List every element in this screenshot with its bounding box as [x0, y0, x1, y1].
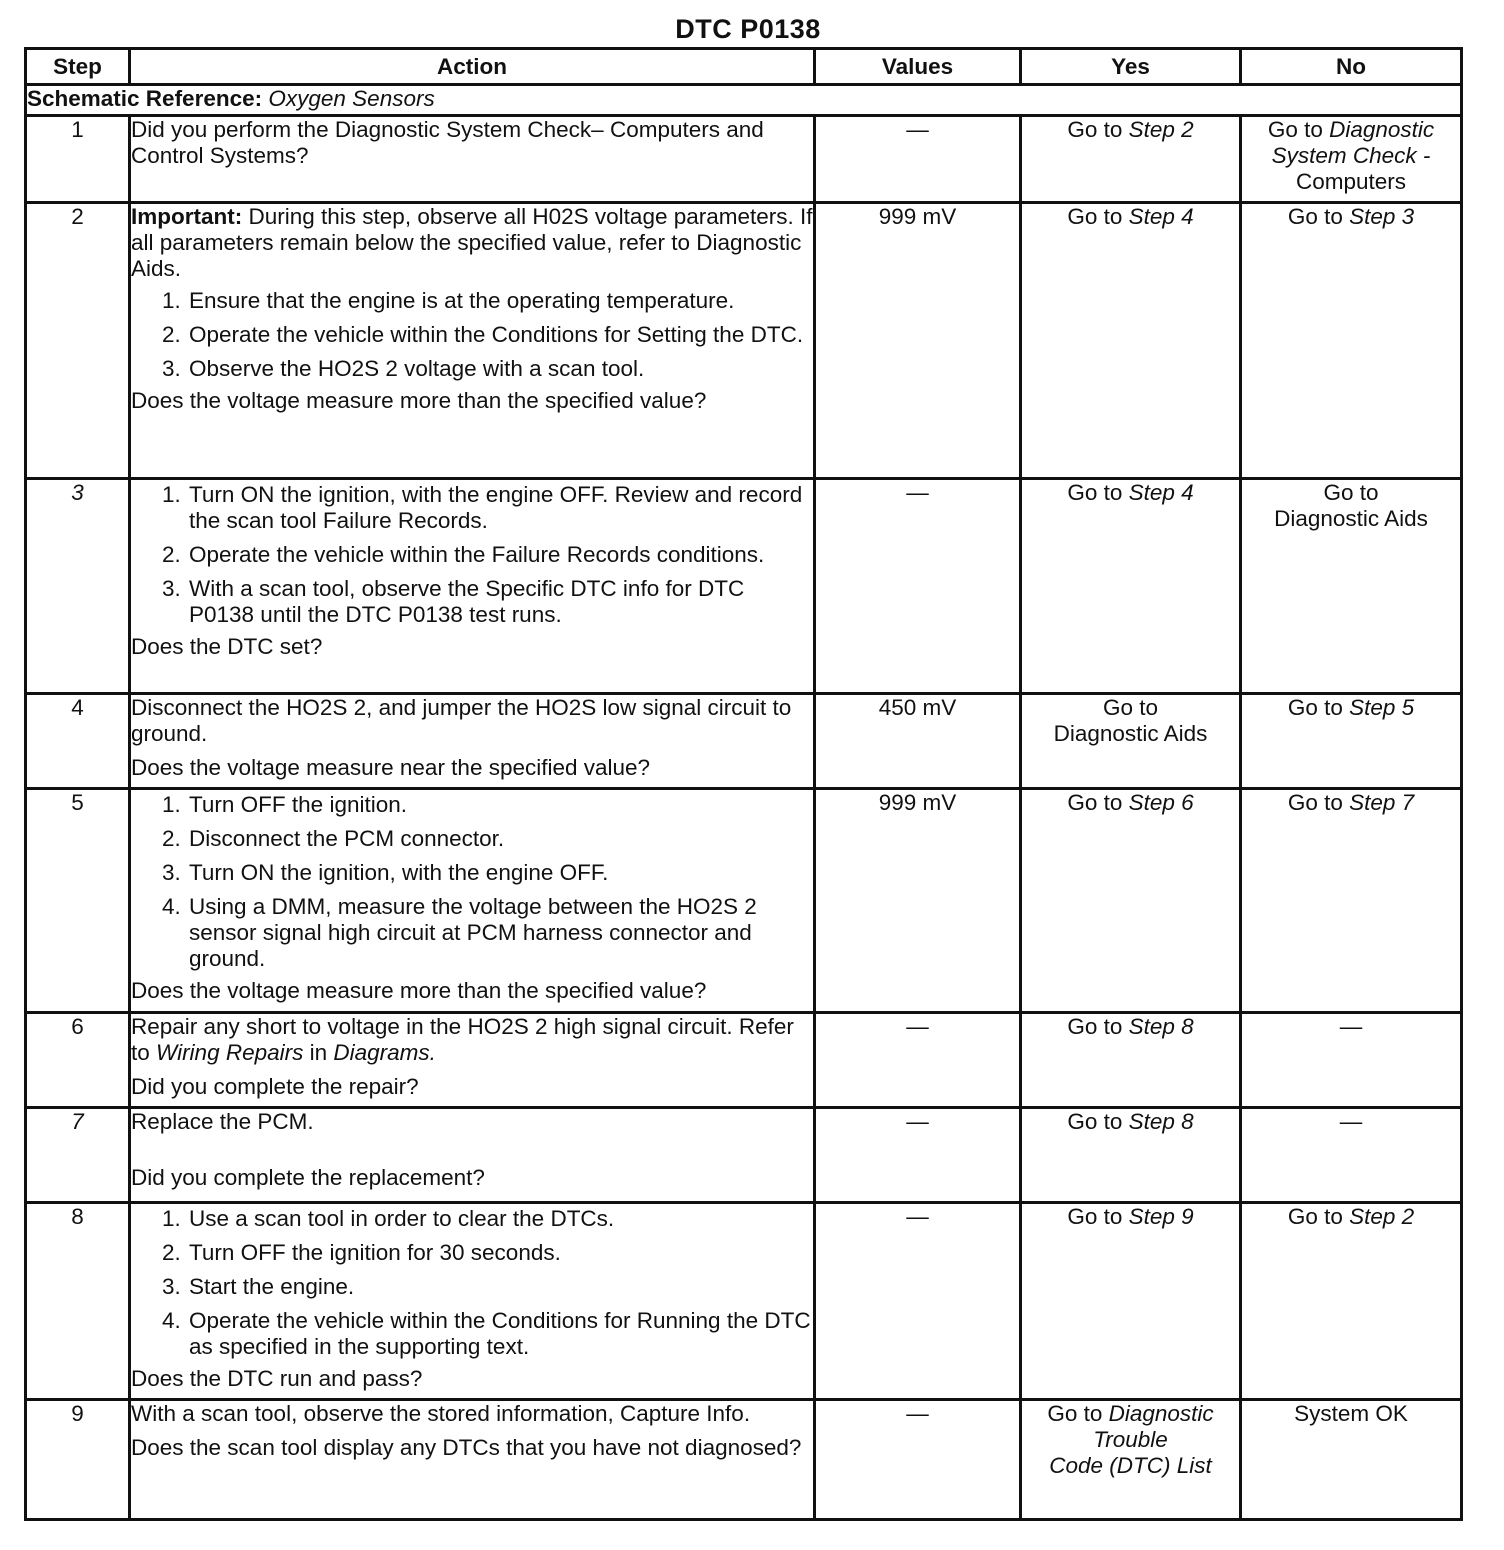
- list-item: 2. Operate the vehicle within the Failure Records conditions.: [187, 542, 813, 568]
- yes-cell: [1021, 203, 1241, 479]
- no-step-link: Step 2: [1349, 1204, 1415, 1229]
- schematic-row: [26, 85, 1462, 116]
- value-cell: —: [815, 1108, 1021, 1203]
- yes-step-link: Step 4: [1128, 204, 1194, 229]
- yes-prefix: Go to: [1067, 480, 1129, 505]
- table-row: [26, 694, 1462, 789]
- question-text: Does the voltage measure more than the specified value?: [131, 978, 707, 1003]
- step-number: 1: [26, 116, 130, 203]
- wiring-repairs-ref: Wiring Repairs: [156, 1040, 304, 1065]
- action-cell: [130, 479, 815, 694]
- action-text: Replace the PCM.: [131, 1109, 314, 1134]
- no-cell: [1241, 1203, 1462, 1400]
- list-item: 3. Start the engine.: [187, 1274, 813, 1300]
- question-text: Does the voltage measure more than the specified value?: [131, 388, 707, 413]
- yes-prefix: Go to: [1067, 1204, 1129, 1229]
- step-number: 9: [26, 1400, 130, 1520]
- action-text-part: Repair any short to voltage in the HO2S 2 high signal circuit. Refer to: [131, 1014, 794, 1065]
- no-cell: [1241, 789, 1462, 1013]
- table-row: [26, 1400, 1462, 1520]
- table-row: [26, 1013, 1462, 1108]
- table-row: [26, 203, 1462, 479]
- no-cell: System OK: [1241, 1400, 1462, 1520]
- yes-step-link: Step 8: [1128, 1014, 1194, 1039]
- action-cell: [130, 1400, 815, 1520]
- step-number-text: 3: [71, 480, 84, 505]
- step-number: 4: [26, 694, 130, 789]
- table-row: [26, 1203, 1462, 1400]
- no-cell: —: [1241, 1013, 1462, 1108]
- list-item: 3. Turn ON the ignition, with the engine OFF.: [187, 860, 813, 886]
- action-cell: [130, 1013, 815, 1108]
- step-number: 2: [26, 203, 130, 479]
- no-step-link: Step 7: [1349, 790, 1415, 815]
- question-text: Does the DTC run and pass?: [131, 1366, 423, 1391]
- value-cell: —: [815, 479, 1021, 694]
- yes-cell: [1021, 694, 1241, 789]
- no-prefix: Go to: [1287, 1204, 1350, 1229]
- action-text: [131, 1014, 813, 1066]
- no-line-1: Go to: [1323, 480, 1379, 505]
- question-text: Did you complete the replacement?: [131, 1165, 485, 1190]
- question-text: Does the scan tool display any DTCs that you have not diagnosed?: [131, 1435, 802, 1460]
- step-number: 8: [26, 1203, 130, 1400]
- table-row: [26, 1108, 1462, 1203]
- no-step-link: Step 5: [1349, 695, 1415, 720]
- header-step: Step: [26, 49, 130, 85]
- yes-step-link: Step 6: [1128, 790, 1194, 815]
- yes-cell: [1021, 789, 1241, 1013]
- list-item: 1. Ensure that the engine is at the operating temperature.: [187, 288, 813, 314]
- list-item: 3. Observe the HO2S 2 voltage with a scan tool.: [187, 356, 813, 382]
- action-text: Did you perform the Diagnostic System Check– Computers and Control Systems?: [131, 117, 764, 168]
- no-prefix: Go to: [1287, 695, 1350, 720]
- no-link-part-3: Computers: [1295, 169, 1407, 194]
- yes-prefix: Go to: [1067, 1109, 1129, 1134]
- procedure-list: [131, 792, 813, 972]
- procedure-list: [131, 1206, 813, 1360]
- list-item: 1. Use a scan tool in order to clear the DTCs.: [187, 1206, 813, 1232]
- yes-prefix: Go to: [1067, 204, 1129, 229]
- yes-cell: [1021, 479, 1241, 694]
- header-yes: Yes: [1021, 49, 1241, 85]
- list-item: 3. With a scan tool, observe the Specific DTC info for DTC P0138 until the DTC P0138 test runs.: [187, 576, 813, 628]
- action-cell: [130, 1108, 815, 1203]
- list-item: 2. Disconnect the PCM connector.: [187, 826, 813, 852]
- action-text: Disconnect the HO2S 2, and jumper the HO2S low signal circuit to ground.: [131, 695, 792, 746]
- procedure-list: [131, 288, 813, 382]
- no-prefix: Go to: [1287, 204, 1350, 229]
- yes-prefix: Go to: [1067, 117, 1129, 142]
- yes-step-link: Step 4: [1128, 480, 1194, 505]
- value-cell: 999 mV: [815, 203, 1021, 479]
- action-cell: [130, 116, 815, 203]
- action-cell: [130, 694, 815, 789]
- list-item: 1. Turn ON the ignition, with the engine OFF. Review and record the scan tool Failure Records.: [187, 482, 813, 534]
- table-row: [26, 479, 1462, 694]
- diagrams-ref: Diagrams.: [333, 1040, 436, 1065]
- list-item: 2. Operate the vehicle within the Conditions for Setting the DTC.: [187, 322, 813, 348]
- value-cell: —: [815, 1400, 1021, 1520]
- yes-cell: [1021, 1203, 1241, 1400]
- procedure-list: [131, 482, 813, 628]
- schematic-label: Schematic Reference:: [27, 86, 263, 111]
- action-text: With a scan tool, observe the stored information, Capture Info.: [131, 1401, 751, 1426]
- no-prefix: Go to: [1267, 117, 1330, 142]
- action-text-part: in: [303, 1040, 334, 1065]
- list-item: 2. Turn OFF the ignition for 30 seconds.: [187, 1240, 813, 1266]
- yes-step-link: Step 8: [1128, 1109, 1194, 1134]
- no-link-part-2: System Check -: [1271, 143, 1431, 168]
- yes-cell: [1021, 1400, 1241, 1520]
- yes-link-part-3: Code (DTC) List: [1049, 1453, 1212, 1478]
- yes-cell: [1021, 1013, 1241, 1108]
- value-cell: 999 mV: [815, 789, 1021, 1013]
- step-number-text: 7: [71, 1109, 84, 1134]
- value-cell: —: [815, 1013, 1021, 1108]
- step-number: 6: [26, 1013, 130, 1108]
- yes-prefix: Go to: [1067, 790, 1129, 815]
- document-title: DTC P0138: [675, 14, 821, 44]
- step-number: [26, 1108, 130, 1203]
- yes-cell: [1021, 1108, 1241, 1203]
- important-label: Important:: [131, 204, 243, 229]
- list-item: 1. Turn OFF the ignition.: [187, 792, 813, 818]
- question-text: Does the voltage measure near the specified value?: [131, 755, 651, 780]
- important-text: During this step, observe all H02S voltage parameters. If all parameters remain below the specified value, refer to Diagnostic Aids.: [131, 204, 813, 281]
- list-item: 4. Operate the vehicle within the Conditions for Running the DTC as specified in the supporting text.: [187, 1308, 813, 1360]
- no-step-link: Step 3: [1349, 204, 1415, 229]
- yes-step-link: Step 9: [1128, 1204, 1194, 1229]
- action-cell: [130, 1203, 815, 1400]
- yes-prefix: Go to: [1067, 1014, 1129, 1039]
- question-text: Does the DTC set?: [131, 634, 323, 659]
- no-cell: [1241, 203, 1462, 479]
- yes-link-part-1: Diagnostic: [1108, 1401, 1214, 1426]
- yes-step-link: Step 2: [1128, 117, 1194, 142]
- header-action: Action: [130, 49, 815, 85]
- no-cell: [1241, 116, 1462, 203]
- value-cell: —: [815, 1203, 1021, 1400]
- header-row: [26, 49, 1462, 85]
- header-no: No: [1241, 49, 1462, 85]
- yes-prefix: Go to: [1047, 1401, 1109, 1426]
- diagnostic-table: [24, 47, 1463, 1521]
- no-link-part-1: Diagnostic: [1329, 117, 1435, 142]
- table-row: [26, 789, 1462, 1013]
- yes-cell: [1021, 116, 1241, 203]
- important-note: [131, 204, 813, 282]
- value-cell: 450 mV: [815, 694, 1021, 789]
- list-item: 4. Using a DMM, measure the voltage between the HO2S 2 sensor signal high circuit at PCM harness connector and ground.: [187, 894, 813, 972]
- yes-line-1: Go to: [1102, 695, 1159, 720]
- value-cell: —: [815, 116, 1021, 203]
- question-text: Did you complete the repair?: [131, 1074, 419, 1099]
- header-values: Values: [815, 49, 1021, 85]
- no-cell: —: [1241, 1108, 1462, 1203]
- action-cell: [130, 789, 815, 1013]
- schematic-value: Oxygen Sensors: [268, 86, 435, 111]
- no-cell: [1241, 694, 1462, 789]
- no-cell: [1241, 479, 1462, 694]
- step-number: 5: [26, 789, 130, 1013]
- action-cell: [130, 203, 815, 479]
- step-number: [26, 479, 130, 694]
- schematic-reference: [26, 85, 1462, 116]
- no-line-2: Diagnostic Aids: [1274, 506, 1428, 531]
- no-prefix: Go to: [1287, 790, 1350, 815]
- yes-link-part-2: Trouble: [1093, 1427, 1168, 1452]
- table-row: [26, 116, 1462, 203]
- yes-line-2: Diagnostic Aids: [1053, 721, 1208, 746]
